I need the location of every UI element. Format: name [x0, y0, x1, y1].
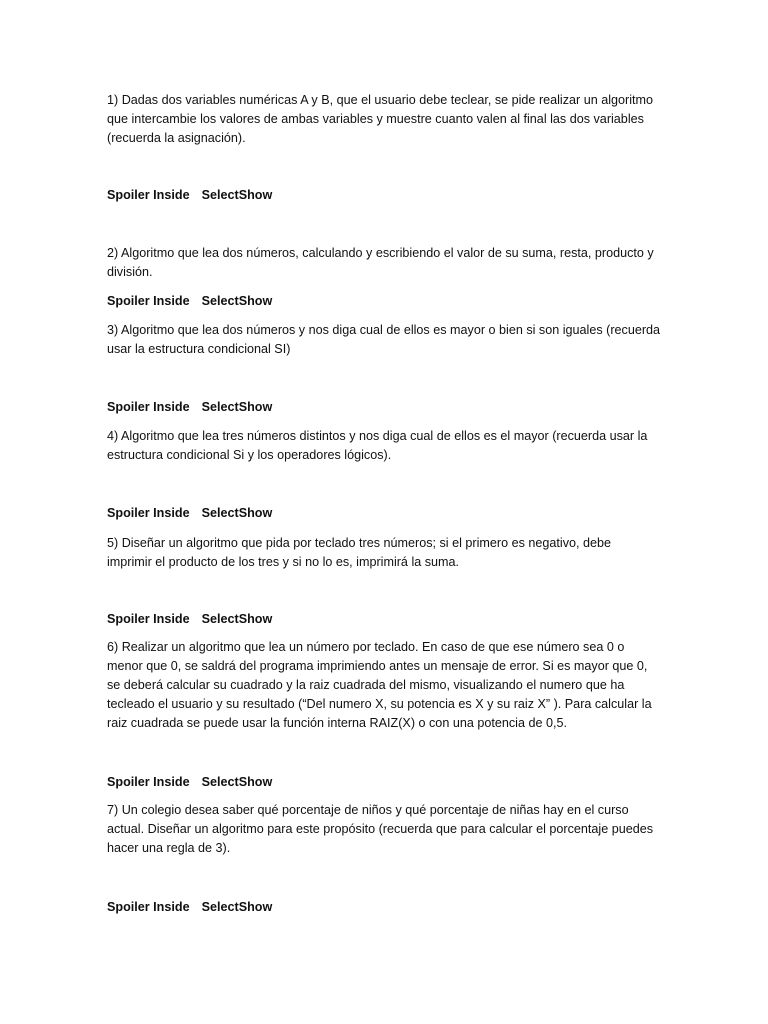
exercise-4-line-2: estructura condicional Si y los operadores lógicos).: [107, 448, 392, 462]
exercise-2-line-1: 2) Algoritmo que lea dos números, calculando y escribiendo el valor de su suma, resta, producto y: [107, 246, 654, 260]
exercise-7-line-3: hacer una regla de 3).: [107, 841, 231, 855]
spoiler-2-show-button[interactable]: SelectShow: [201, 294, 273, 308]
exercise-1-text: [107, 91, 667, 148]
exercise-5-line-2: imprimir el producto de los tres y si no lo es, imprimirá la suma.: [107, 555, 460, 569]
exercise-5-line-1: 5) Diseñar un algoritmo que pida por teclado tres números; si el primero es negativo, debe: [107, 536, 612, 550]
exercise-2-line-2: división.: [107, 265, 153, 279]
spoiler-3: [107, 398, 272, 417]
spoiler-1-show-button[interactable]: SelectShow: [201, 188, 273, 202]
exercise-6-line-5: raiz cuadrada se puede usar la función interna RAIZ(X) o con una potencia de 0,5.: [107, 716, 567, 730]
exercise-5-text: [107, 534, 667, 572]
exercise-7-line-1: 7) Un colegio desea saber qué porcentaje de niños y qué porcentaje de niñas hay en el curso: [107, 803, 629, 817]
spoiler-2-label: Spoiler Inside: [107, 294, 190, 308]
exercise-1-line-1: 1) Dadas dos variables numéricas A y B, que el usuario debe teclear, se pide realizar un algoritmo: [107, 93, 654, 107]
spoiler-2: [107, 292, 272, 311]
spoiler-6: [107, 773, 272, 792]
exercise-1-line-3: (recuerda la asignación).: [107, 131, 246, 145]
exercise-7-text: [107, 801, 667, 858]
exercise-2-text: [107, 244, 667, 282]
exercise-6-line-3: se deberá calcular su cuadrado y la raiz cuadrada del mismo, visualizando el numero que ha: [107, 678, 625, 692]
exercise-6-text: [107, 638, 667, 733]
spoiler-4-label: Spoiler Inside: [107, 506, 190, 520]
spoiler-4-show-button[interactable]: SelectShow: [201, 506, 273, 520]
spoiler-6-label: Spoiler Inside: [107, 775, 190, 789]
spoiler-3-show-button[interactable]: SelectShow: [201, 400, 273, 414]
exercise-1-line-2: que intercambie los valores de ambas variables y muestre cuanto valen al final las dos variables: [107, 112, 644, 126]
exercise-3-line-1: 3) Algoritmo que lea dos números y nos diga cual de ellos es mayor o bien si son iguales (recuerda: [107, 323, 661, 337]
exercise-6-line-2: menor que 0, se saldrá del programa imprimiendo antes un mensaje de error. Si es mayor que 0,: [107, 659, 648, 673]
spoiler-7: [107, 898, 272, 917]
spoiler-1-label: Spoiler Inside: [107, 188, 190, 202]
exercise-6-line-4: tecleado el usuario y su resultado (“Del numero X, su potencia es X y su raiz X” ). Para calcular la: [107, 697, 652, 711]
spoiler-5: [107, 610, 272, 629]
spoiler-5-label: Spoiler Inside: [107, 612, 190, 626]
spoiler-7-show-button[interactable]: SelectShow: [201, 900, 273, 914]
spoiler-6-show-button[interactable]: SelectShow: [201, 775, 273, 789]
exercise-3-line-2: usar la estructura condicional SI): [107, 342, 291, 356]
exercise-4-line-1: 4) Algoritmo que lea tres números distintos y nos diga cual de ellos es el mayor (recuerda usar la: [107, 429, 648, 443]
spoiler-3-label: Spoiler Inside: [107, 400, 190, 414]
spoiler-5-show-button[interactable]: SelectShow: [201, 612, 273, 626]
spoiler-1: [107, 186, 272, 205]
spoiler-7-label: Spoiler Inside: [107, 900, 190, 914]
exercise-6-line-1: 6) Realizar un algoritmo que lea un número por teclado. En caso de que ese número sea 0 o: [107, 640, 625, 654]
exercise-3-text: [107, 321, 667, 359]
exercise-7-line-2: actual. Diseñar un algoritmo para este propósito (recuerda que para calcular el porcentaje puedes: [107, 822, 654, 836]
exercise-4-text: [107, 427, 667, 465]
spoiler-4: [107, 504, 272, 523]
